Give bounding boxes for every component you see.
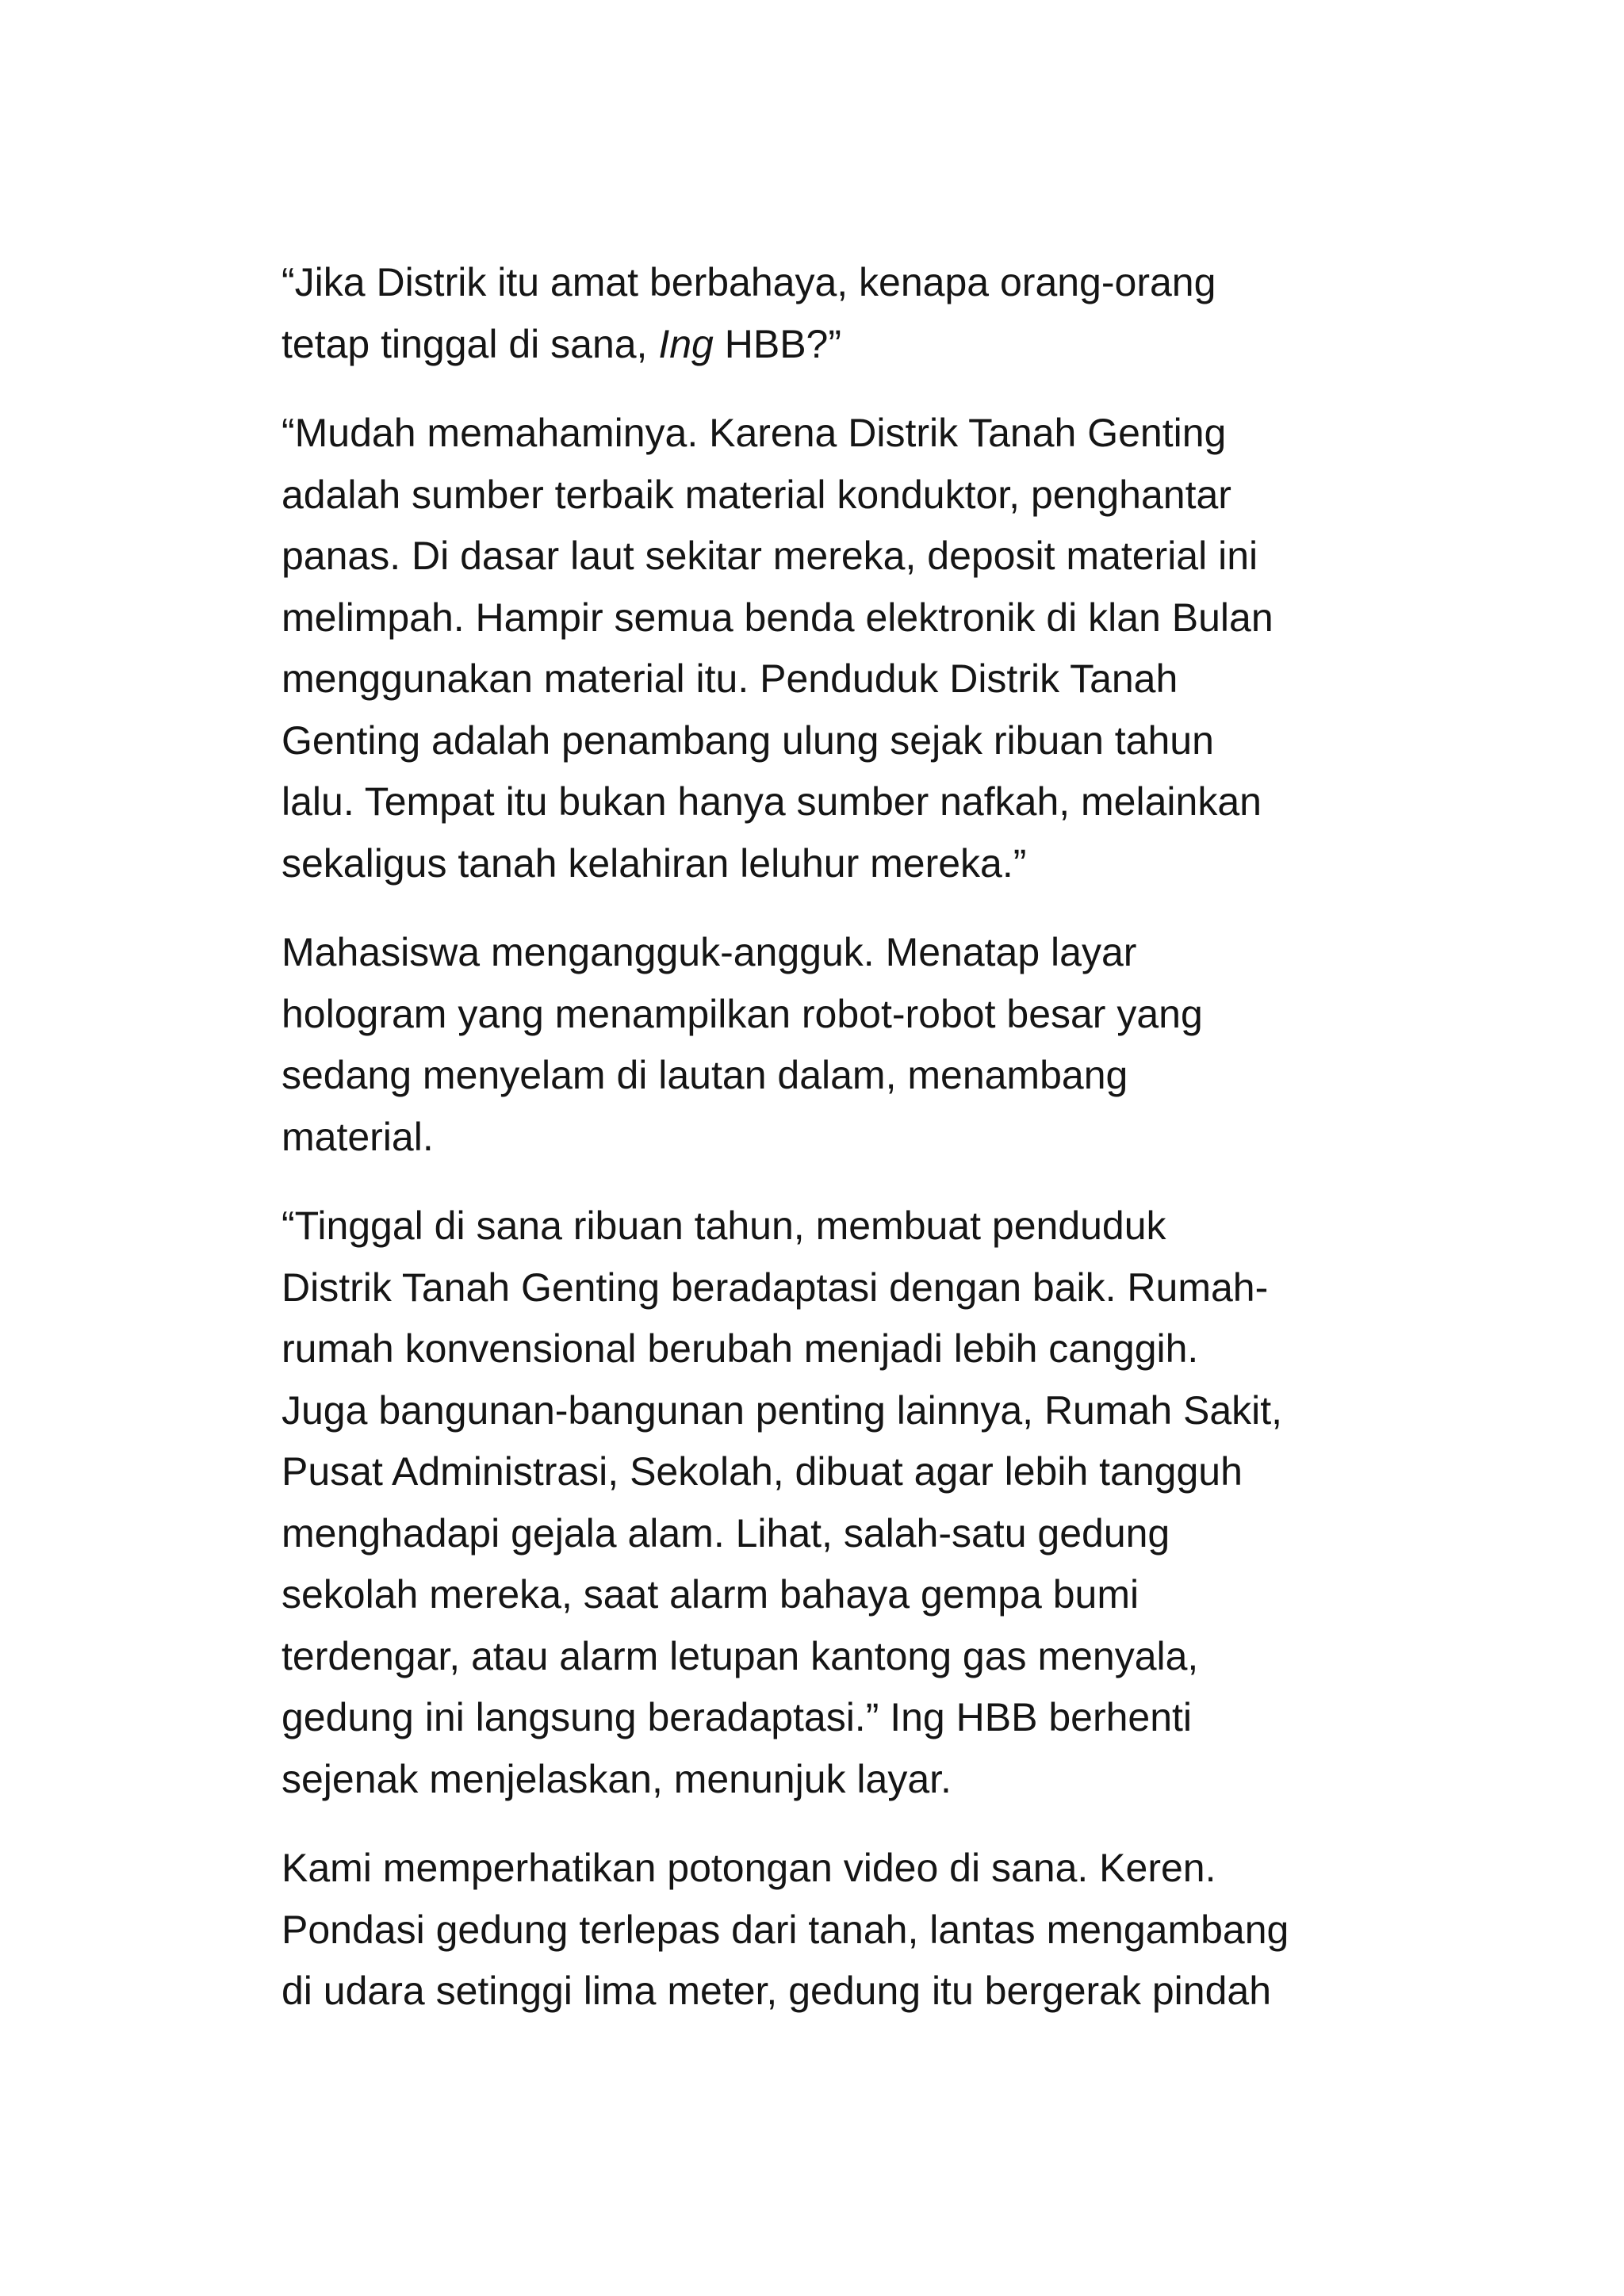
text-line: rumah konvensional berubah menjadi lebih canggih. [282, 1326, 1199, 1371]
text-line: Mahasiswa mengangguk-angguk. Menatap layar [282, 930, 1137, 974]
text-line: Genting adalah penambang ulung sejak ribuan tahun [282, 718, 1214, 763]
text-line: sekaligus tanah kelahiran leluhur mereka.” [282, 840, 1027, 886]
paragraph [282, 403, 1408, 894]
paragraph [282, 252, 1408, 375]
text-line: Juga bangunan-bangunan penting lainnya, Rumah Sakit, [282, 1387, 1283, 1433]
paragraph [282, 1196, 1408, 1810]
text-line [282, 314, 1408, 376]
text-line: hologram yang menampilkan robot-robot besar yang [282, 991, 1203, 1036]
text-span: HBB?” [713, 321, 842, 366]
text-line: material. [282, 1114, 434, 1159]
text-line: “Tinggal di sana ribuan tahun, membuat penduduk [282, 1203, 1166, 1248]
text-span: tetap tinggal di sana, [282, 321, 659, 366]
text-line: Pondasi gedung terlepas dari tanah, lantas mengambang [282, 1907, 1289, 1952]
text-line: Kami memperhatikan potongan video di sana. Keren. [282, 1846, 1216, 1890]
text-line: “Jika Distrik itu amat berbahaya, kenapa orang-orang [282, 260, 1216, 304]
text-line: sedang menyelam di lautan dalam, menambang [282, 1053, 1128, 1097]
italic-text: Ing [658, 321, 714, 366]
text-line: sejenak menjelaskan, menunjuk layar. [282, 1756, 952, 1801]
text-line: gedung ini langsung beradaptasi.” Ing HBB berhenti [282, 1695, 1193, 1739]
text-line: melimpah. Hampir semua benda elektronik di klan Bulan [282, 595, 1274, 640]
text-line: sekolah mereka, saat alarm bahaya gempa bumi [282, 1572, 1139, 1617]
text-line: menghadapi gejala alam. Lihat, salah-satu gedung [282, 1510, 1170, 1556]
text-line: menggunakan material itu. Penduduk Distrik Tanah [282, 656, 1178, 701]
text-line: “Mudah memahaminya. Karena Distrik Tanah Genting [282, 411, 1227, 455]
text-line: lalu. Tempat itu bukan hanya sumber nafkah, melainkan [282, 779, 1262, 824]
text-line: adalah sumber terbaik material konduktor, penghantar [282, 472, 1231, 517]
text-line: panas. Di dasar laut sekitar mereka, deposit material ini [282, 534, 1258, 578]
body-text [282, 252, 1408, 2050]
text-line: Distrik Tanah Genting beradaptasi dengan baik. Rumah- [282, 1265, 1269, 1310]
text-line: terdengar, atau alarm letupan kantong gas menyala, [282, 1633, 1199, 1678]
paragraph [282, 922, 1408, 1168]
text-line: di udara setinggi lima meter, gedung itu bergerak pindah [282, 1969, 1272, 2013]
text-line: Pusat Administrasi, Sekolah, dibuat agar lebih tangguh [282, 1449, 1243, 1494]
paragraph [282, 1838, 1408, 2022]
